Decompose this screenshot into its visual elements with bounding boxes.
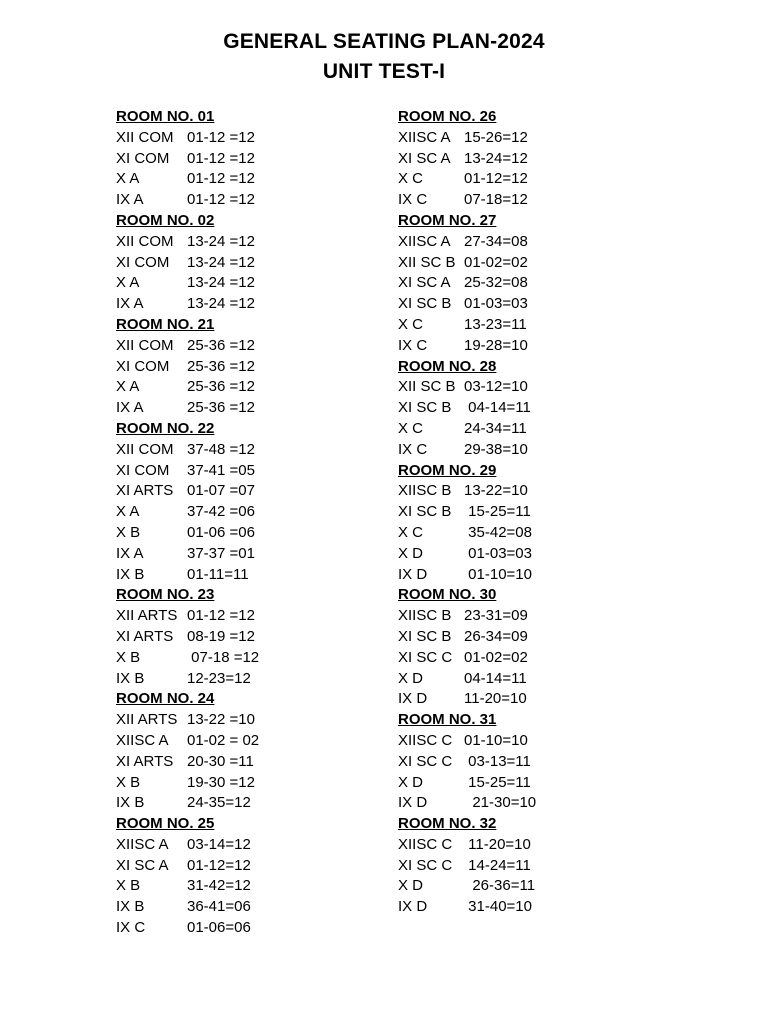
roll-range: 26-34=09 xyxy=(464,627,528,645)
class-name: X D xyxy=(398,877,424,895)
class-name: X B xyxy=(116,773,141,791)
roll-range: 13-24 =12 xyxy=(187,274,255,292)
class-name: XI COM xyxy=(116,461,170,479)
roll-range: 13-24 =12 xyxy=(187,232,255,250)
page-subtitle: UNIT TEST-I xyxy=(322,60,446,83)
class-name: XI SC B xyxy=(398,503,452,521)
class-name: X A xyxy=(116,503,140,521)
roll-range: 01-12=12 xyxy=(464,170,528,188)
class-name: XIISC C xyxy=(398,835,453,853)
roll-range: 13-23=11 xyxy=(464,315,527,333)
seating-row xyxy=(116,481,376,502)
class-name: IX A xyxy=(116,544,144,562)
seating-row xyxy=(116,149,376,170)
class-name: IX A xyxy=(116,191,144,209)
seating-row xyxy=(116,752,376,773)
room-heading: ROOM NO. 32 xyxy=(398,815,497,833)
seating-row xyxy=(398,648,658,669)
seating-row xyxy=(398,481,658,502)
roll-range: 11-20=10 xyxy=(464,835,531,853)
seating-row xyxy=(398,294,658,315)
seating-row xyxy=(116,128,376,149)
roll-range: 01-12 =12 xyxy=(187,191,255,209)
seating-row xyxy=(398,273,658,294)
seating-row xyxy=(398,627,658,648)
class-name: IX A xyxy=(116,399,144,417)
roll-range: 13-24 =12 xyxy=(187,295,255,313)
roll-range: 07-18 =12 xyxy=(187,648,260,666)
roll-range: 12-23=12 xyxy=(187,669,251,687)
roll-range: 31-40=10 xyxy=(464,898,532,916)
class-name: IX D xyxy=(398,690,428,708)
roll-range: 37-42 =06 xyxy=(187,503,255,521)
class-name: XII COM xyxy=(116,128,174,146)
class-name: IX D xyxy=(398,794,428,812)
roll-range: 19-28=10 xyxy=(464,336,528,354)
seating-row xyxy=(398,897,658,918)
room-heading: ROOM NO. 31 xyxy=(398,711,497,729)
class-name: XII COM xyxy=(116,232,174,250)
seating-row xyxy=(398,440,658,461)
roll-range: 37-48 =12 xyxy=(187,440,255,458)
class-name: X D xyxy=(398,773,424,791)
seating-row xyxy=(398,232,658,253)
class-name: X C xyxy=(398,523,424,541)
seating-row xyxy=(116,461,376,482)
seating-row xyxy=(116,918,376,939)
seating-row xyxy=(116,856,376,877)
roll-range: 01-12 =12 xyxy=(187,128,255,146)
seating-row xyxy=(116,897,376,918)
seating-row xyxy=(116,731,376,752)
class-name: X B xyxy=(116,523,141,541)
roll-range: 01-12 =12 xyxy=(187,149,255,167)
roll-range: 01-03=03 xyxy=(464,544,532,562)
seating-row xyxy=(398,336,658,357)
roll-range: 37-37 =01 xyxy=(187,544,255,562)
room-heading: ROOM NO. 22 xyxy=(116,419,215,437)
roll-range: 01-02=02 xyxy=(464,648,528,666)
class-name: X A xyxy=(116,170,140,188)
roll-range: 04-14=11 xyxy=(464,669,527,687)
seating-row xyxy=(398,419,658,440)
seating-row xyxy=(398,190,658,211)
roll-range: 04-14=11 xyxy=(464,399,531,417)
class-name: XI SC B xyxy=(398,627,452,645)
seating-row xyxy=(116,544,376,565)
seating-row xyxy=(116,502,376,523)
seating-row xyxy=(116,773,376,794)
class-name: XI SC C xyxy=(398,856,453,874)
room-heading: ROOM NO. 21 xyxy=(116,315,215,333)
room-heading: ROOM NO. 27 xyxy=(398,211,497,229)
class-name: X D xyxy=(398,544,424,562)
room-heading: ROOM NO. 26 xyxy=(398,108,497,125)
seating-row xyxy=(398,544,658,565)
seating-row xyxy=(398,253,658,274)
roll-range: 03-14=12 xyxy=(187,835,251,853)
class-name: XI SC A xyxy=(398,274,451,292)
roll-range: 15-25=11 xyxy=(464,503,531,521)
class-name: XI SC C xyxy=(398,752,453,770)
roll-range: 07-18=12 xyxy=(464,191,528,209)
roll-range: 01-12=12 xyxy=(187,856,251,874)
page-title: GENERAL SEATING PLAN-2024 xyxy=(223,30,545,53)
roll-range: 01-10=10 xyxy=(464,565,532,583)
class-name: XI SC A xyxy=(398,149,451,167)
roll-range: 01-12 =12 xyxy=(187,170,255,188)
class-name: IX B xyxy=(116,898,145,916)
class-name: XIISC B xyxy=(398,482,452,500)
seating-row xyxy=(398,377,658,398)
class-name: XII SC B xyxy=(398,253,456,271)
class-name: X C xyxy=(398,315,424,333)
seating-row xyxy=(116,793,376,814)
seating-row xyxy=(398,315,658,336)
seating-row xyxy=(116,876,376,897)
seating-row xyxy=(116,357,376,378)
roll-range: 03-12=10 xyxy=(464,378,528,396)
class-name: XI ARTS xyxy=(116,752,174,770)
roll-range: 13-22 =10 xyxy=(187,711,255,729)
roll-range: 25-36 =12 xyxy=(187,399,255,417)
roll-range: 13-24=12 xyxy=(464,149,528,167)
class-name: XIISC A xyxy=(398,128,451,146)
roll-range: 11-20=10 xyxy=(464,690,527,708)
roll-range: 36-41=06 xyxy=(187,898,251,916)
roll-range: 15-25=11 xyxy=(464,773,531,791)
seating-row xyxy=(116,398,376,419)
roll-range: 08-19 =12 xyxy=(187,627,255,645)
roll-range: 37-41 =05 xyxy=(187,461,255,479)
seating-row xyxy=(116,253,376,274)
class-name: XIISC B xyxy=(398,607,452,625)
seating-row xyxy=(398,752,658,773)
class-name: IX B xyxy=(116,565,145,583)
roll-range: 15-26=12 xyxy=(464,128,528,146)
class-name: IX D xyxy=(398,898,428,916)
room-heading: ROOM NO. 30 xyxy=(398,586,497,604)
seating-row xyxy=(398,793,658,814)
class-name: XII ARTS xyxy=(116,607,178,625)
room-heading: ROOM NO. 01 xyxy=(116,108,215,125)
right-column xyxy=(398,107,658,918)
seating-row xyxy=(398,169,658,190)
seating-row xyxy=(398,773,658,794)
seating-row xyxy=(116,523,376,544)
room-heading: ROOM NO. 24 xyxy=(116,690,215,708)
class-name: XI SC C xyxy=(398,648,453,666)
roll-range: 01-03=03 xyxy=(464,295,528,313)
seating-row xyxy=(398,856,658,877)
class-name: IX B xyxy=(116,669,145,687)
seating-row xyxy=(116,627,376,648)
room-heading: ROOM NO. 28 xyxy=(398,357,497,375)
roll-range: 25-32=08 xyxy=(464,274,528,292)
seating-row xyxy=(398,835,658,856)
class-name: XIISC A xyxy=(116,731,169,749)
seating-row xyxy=(116,648,376,669)
class-name: XIISC A xyxy=(116,835,169,853)
class-name: XII SC B xyxy=(398,378,456,396)
roll-range: 20-30 =11 xyxy=(187,752,254,770)
class-name: XI ARTS xyxy=(116,482,174,500)
roll-range: 13-22=10 xyxy=(464,482,528,500)
class-name: IX A xyxy=(116,295,144,313)
left-column xyxy=(116,107,376,939)
seating-row xyxy=(116,835,376,856)
seating-row xyxy=(116,377,376,398)
seating-row xyxy=(116,565,376,586)
seating-row xyxy=(116,606,376,627)
roll-range: 14-24=11 xyxy=(464,856,531,874)
roll-range: 26-36=11 xyxy=(464,877,536,895)
roll-range: 31-42=12 xyxy=(187,877,251,895)
seating-row xyxy=(398,523,658,544)
roll-range: 23-31=09 xyxy=(464,607,528,625)
roll-range: 03-13=11 xyxy=(464,752,531,770)
roll-range: 35-42=08 xyxy=(464,523,532,541)
roll-range: 01-06=06 xyxy=(187,919,251,937)
seating-row xyxy=(116,710,376,731)
class-name: IX C xyxy=(398,440,428,458)
class-name: XI SC B xyxy=(398,399,452,417)
roll-range: 25-36 =12 xyxy=(187,378,255,396)
seating-row xyxy=(116,190,376,211)
roll-range: 01-06 =06 xyxy=(187,523,255,541)
class-name: XI SC A xyxy=(116,856,169,874)
seating-row xyxy=(398,149,658,170)
roll-range: 01-12 =12 xyxy=(187,607,255,625)
roll-range: 21-30=10 xyxy=(464,794,537,812)
class-name: XII COM xyxy=(116,440,174,458)
roll-range: 25-36 =12 xyxy=(187,336,255,354)
seating-row xyxy=(398,128,658,149)
class-name: X B xyxy=(116,648,141,666)
roll-range: 29-38=10 xyxy=(464,440,528,458)
roll-range: 24-35=12 xyxy=(187,794,251,812)
seating-row xyxy=(116,232,376,253)
seating-row xyxy=(116,440,376,461)
class-name: X C xyxy=(398,419,424,437)
roll-range: 01-11=11 xyxy=(187,565,249,583)
class-name: X A xyxy=(116,274,140,292)
class-name: IX C xyxy=(398,336,428,354)
seating-row xyxy=(398,565,658,586)
seating-row xyxy=(398,731,658,752)
seating-row xyxy=(398,398,658,419)
class-name: XII COM xyxy=(116,336,174,354)
roll-range: 01-02 = 02 xyxy=(187,731,260,749)
seating-row xyxy=(398,669,658,690)
class-name: XI ARTS xyxy=(116,627,174,645)
room-heading: ROOM NO. 25 xyxy=(116,815,215,833)
class-name: X B xyxy=(116,877,141,895)
room-heading: ROOM NO. 29 xyxy=(398,461,497,479)
class-name: IX B xyxy=(116,794,145,812)
roll-range: 24-34=11 xyxy=(464,419,527,437)
seating-row xyxy=(398,876,658,897)
class-name: XI COM xyxy=(116,357,170,375)
roll-range: 19-30 =12 xyxy=(187,773,255,791)
seating-row xyxy=(116,169,376,190)
class-name: XII ARTS xyxy=(116,711,178,729)
seating-row xyxy=(398,502,658,523)
class-name: XIISC A xyxy=(398,232,451,250)
class-name: X A xyxy=(116,378,140,396)
class-name: XI COM xyxy=(116,253,170,271)
class-name: XI COM xyxy=(116,149,170,167)
roll-range: 01-07 =07 xyxy=(187,482,255,500)
class-name: IX C xyxy=(398,191,428,209)
seating-row xyxy=(116,669,376,690)
seating-row xyxy=(116,336,376,357)
class-name: XI SC B xyxy=(398,295,452,313)
room-heading: ROOM NO. 23 xyxy=(116,586,215,604)
seating-row xyxy=(116,273,376,294)
class-name: X C xyxy=(398,170,424,188)
class-name: XIISC C xyxy=(398,731,453,749)
roll-range: 25-36 =12 xyxy=(187,357,255,375)
seating-row xyxy=(116,294,376,315)
class-name: X D xyxy=(398,669,424,687)
roll-range: 27-34=08 xyxy=(464,232,528,250)
class-name: IX C xyxy=(116,919,146,937)
room-heading: ROOM NO. 02 xyxy=(116,211,215,229)
roll-range: 01-10=10 xyxy=(464,731,528,749)
seating-row xyxy=(398,689,658,710)
roll-range: 01-02=02 xyxy=(464,253,528,271)
seating-row xyxy=(398,606,658,627)
class-name: IX D xyxy=(398,565,428,583)
roll-range: 13-24 =12 xyxy=(187,253,255,271)
